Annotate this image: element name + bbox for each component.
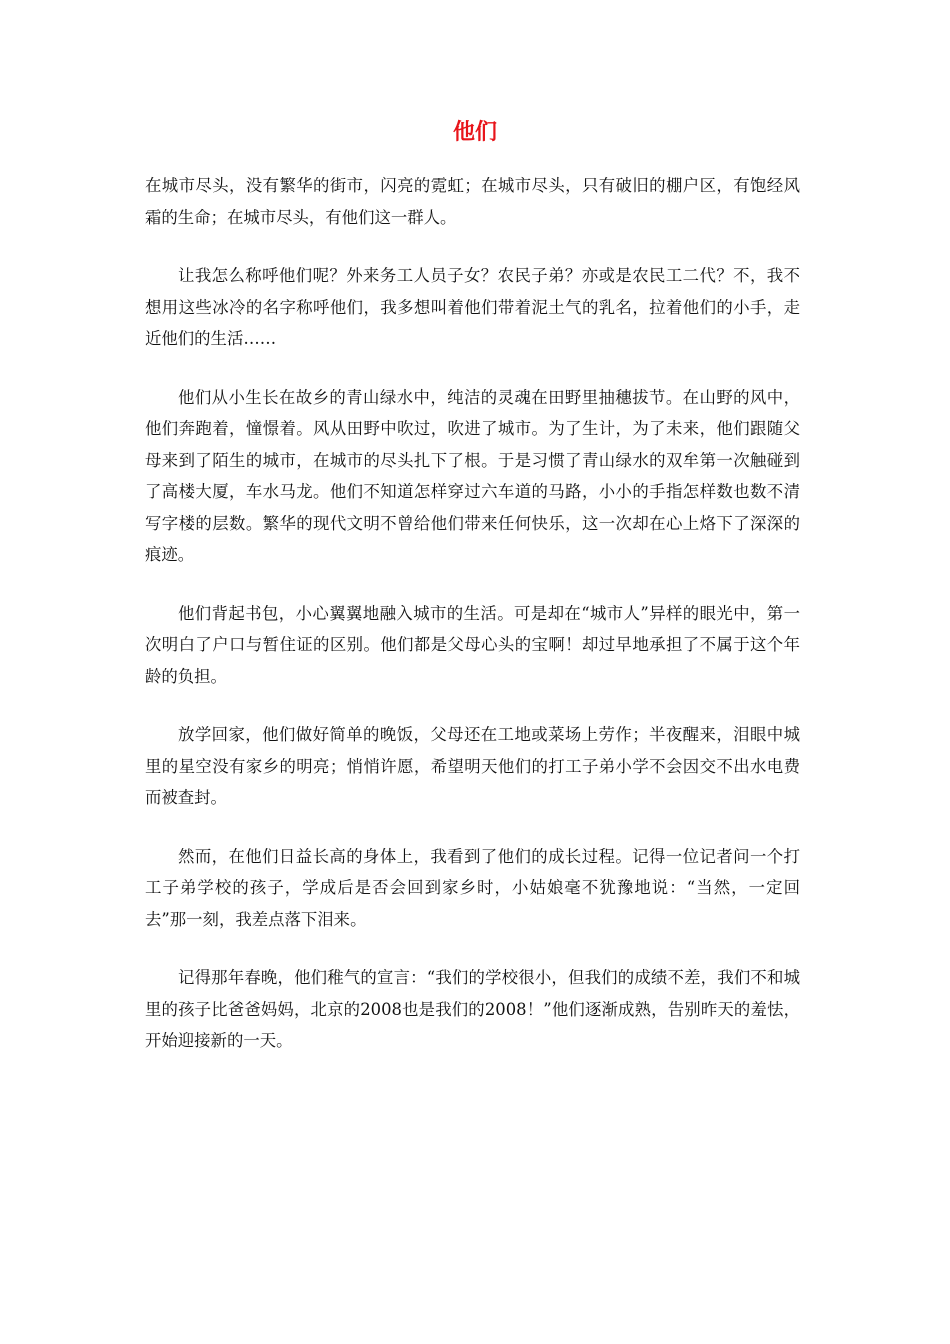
paragraph-7: 记得那年春晚，他们稚气的宣言：“我们的学校很小，但我们的成绩不差，我们不和城里的孩子比爸爸妈妈，北京的2008也是我们的2008！”他们逐渐成熟，告别昨天的羞怯，开始迎接新的一天。 bbox=[145, 968, 800, 1050]
paragraph-3: 他们从小生长在故乡的青山绿水中，纯洁的灵魂在田野里抽穗拔节。在山野的风中，他们奔跑着，憧憬着。风从田野中吹过，吹进了城市。为了生计，为了未来，他们跟随父母来到了陌生的城市，在城市的尽头扎下了根。于是习惯了青山绿水的双牟第一次触碰到了高楼大厦，车水马龙。他们不知道怎样穿过六车道的马路，小小的手指怎样数也数不清写字楼的层数。繁华的现代文明不曾给他们带来任何快乐，这一次却在心上烙下了深深的痕迹。 bbox=[145, 387, 800, 564]
document-body bbox=[145, 170, 800, 1084]
paragraph-1: 在城市尽头，没有繁华的街市，闪亮的霓虹；在城市尽头，只有破旧的棚户区，有饱经风霜的生命；在城市尽头，有他们这一群人。 bbox=[145, 176, 800, 227]
document-title: 他们 bbox=[452, 120, 497, 145]
paragraph-5: 放学回家，他们做好简单的晚饭，父母还在工地或菜场上劳作；半夜醒来，泪眼中城里的星空没有家乡的明亮；悄悄许愿，希望明天他们的打工子弟小学不会因交不出水电费而被查封。 bbox=[145, 725, 800, 807]
paragraph-2: 让我怎么称呼他们呢？外来务工人员子女？农民子弟？亦或是农民工二代？不，我不想用这些冰冷的名字称呼他们，我多想叫着他们带着泥土气的乳名，拉着他们的小手，走近他们的生活…… bbox=[145, 266, 800, 348]
paragraph-4: 他们背起书包，小心翼翼地融入城市的生活。可是却在“城市人”异样的眼光中，第一次明白了户口与暂住证的区别。他们都是父母心头的宝啊！却过早地承担了不属于这个年龄的负担。 bbox=[145, 603, 800, 686]
paragraph-6: 然而，在他们日益长高的身体上，我看到了他们的成长过程。记得一位记者问一个打工子弟学校的孩子，学成后是否会回到家乡时，小姑娘毫不犹豫地说：“当然，一定回去”那一刻，我差点落下泪来。 bbox=[145, 846, 800, 929]
